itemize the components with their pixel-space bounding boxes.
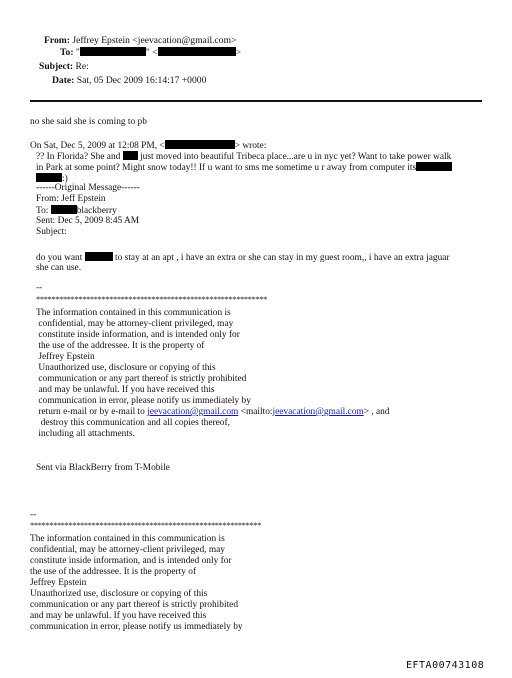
quote-line-3: :) [36,173,68,185]
disclaimer-line: constitute inside information, and is intended only for [36,330,240,340]
disclaimer-line: Jeffrey Epstein [30,578,87,588]
disclaimer-line: and may be unlawful. If you have received this [36,385,215,395]
to-prefix: " [75,47,80,58]
disclaimer-line: the use of the addressee. It is the property of [36,341,205,351]
disclaimer-return-line: return e-mail or by e-mail to jeevacation@gmail.com <mailto:jeevacation@gmail.com> , and [36,407,390,417]
mailto-link[interactable]: jeevacation@gmail.com [272,407,364,417]
signature-dash: -- [30,510,37,520]
header-date [52,75,206,86]
to-mid: " < [145,47,158,58]
disclaimer-line: Unauthorized use, disclosure or copying of this [30,589,208,599]
disclaimer-line: confidential, may be attorney-client privileged, may [30,545,225,555]
header-divider [30,100,482,102]
disclaimer-line: communication or any part thereof is strictly prohibited [30,600,239,610]
disclaimer-line: and may be unlawful. If you have received this [30,611,207,621]
email-link[interactable]: jeevacation@gmail.com [147,407,239,417]
original-sent: Sent: Dec 5, 2009 8:45 AM [36,216,140,226]
disclaimer-line: Unauthorized use, disclosure or copying of this [36,363,216,373]
to-suffix: > [235,47,241,58]
header-from [44,35,236,46]
disclaimer-line: the use of the addressee. It is the property of [30,567,197,577]
disclaimer-line: including all attachments. [36,429,135,439]
redaction-block [51,205,77,214]
original-from: From: Jeff Epstein [36,194,106,204]
original-subject: Subject: [36,227,67,237]
subject-value: Re: [75,61,89,72]
stars-divider: ************************************************************ [36,294,268,304]
document-id: EFTA00743108 [406,660,485,671]
disclaimer-line: confidential, may be attorney-client privileged, may [36,319,234,329]
quote-line-2: in Park at some point? Might snow today!! If u want to sms me sometime u r away from computer its [36,162,452,174]
disclaimer-line: communication in error, please notify us immediately by [30,622,243,632]
redaction-block [416,162,452,171]
from-label: From: [44,35,70,46]
disclaimer-line: communication or any part thereof is strictly prohibited [36,374,247,384]
original-message-divider: ------Original Message------ [36,183,140,193]
to-label: To: [60,47,74,58]
quote-intro: On Sat, Dec 5, 2009 at 12:08 PM, < > wrote: [30,141,267,151]
redaction-block [80,47,146,56]
sent-via-line: Sent via BlackBerry from T-Mobile [36,463,170,473]
header-subject [39,61,89,72]
original-body-line-2: she can use. [36,263,82,273]
original-body-line-1: do you want to stay at an apt , i have an extra or she can stay in my guest room,, i have an extra jaguar [36,253,450,263]
from-value: Jeffrey Epstein <jeevacation@gmail.com> [72,35,237,46]
header-to [60,47,241,58]
disclaimer-line: Jeffrey Epstein [36,352,95,362]
reply-text: no she said she is coming to pb [30,117,147,127]
redaction-block [165,140,235,149]
disclaimer-line: The information contained in this communication is [36,308,231,318]
redaction-block [36,173,62,182]
date-value: Sat, 05 Dec 2009 16:14:17 +0000 [76,75,207,86]
disclaimer-line: communication in error, please notify us immediately by [36,396,251,406]
stars-divider: ************************************************************ [30,520,262,530]
redaction-block [123,151,138,160]
redaction-block [85,252,113,261]
subject-label: Subject: [39,61,74,72]
quote-line-1: ?? In Florida? She and just moved into beautiful Tribeca place...are u in nyc yet? Want to take power walk [36,152,452,162]
signature-dash: -- [36,283,43,293]
redaction-block [158,47,236,56]
disclaimer-line: destroy this communication and all copies thereof, [36,418,230,428]
disclaimer-line: The information contained in this communication is [30,534,225,544]
date-label: Date: [52,75,75,86]
original-to: To: blackberry [36,206,117,216]
disclaimer-line: constitute inside information, and is intended only for [30,556,232,566]
